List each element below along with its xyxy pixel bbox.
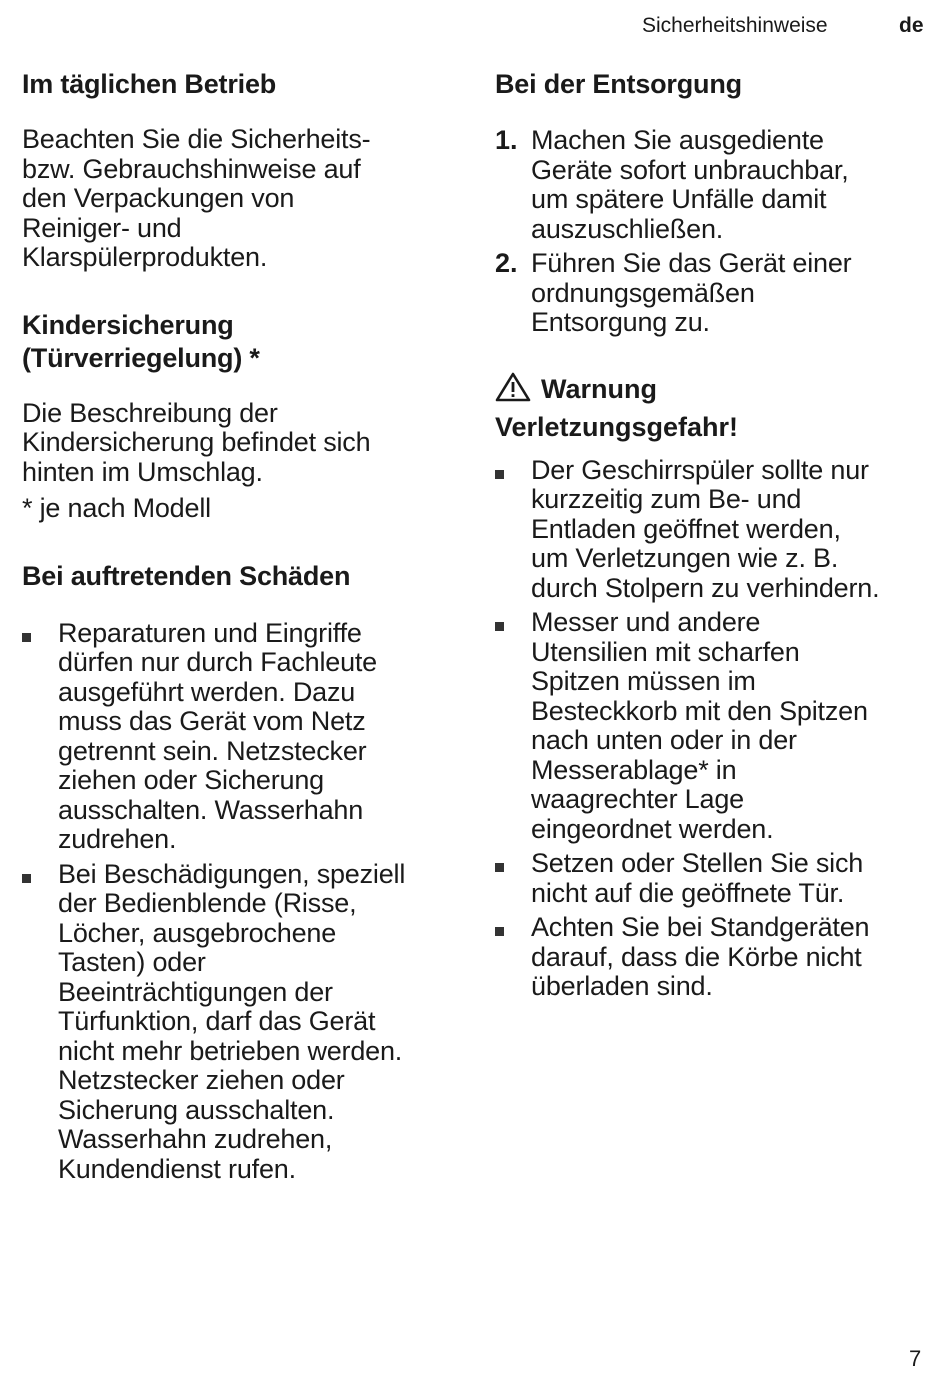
heading-child-lock <box>22 309 462 375</box>
text-line: eingeordnet werden. <box>531 813 774 844</box>
disposal-steps <box>495 126 935 338</box>
text-line: darauf, dass die Körbe nicht <box>531 941 862 972</box>
text-line: getrennt sein. Netzstecker <box>58 735 367 766</box>
warning-heading <box>495 372 935 410</box>
text-line: nicht mehr betrieben werden. <box>58 1035 403 1066</box>
text-line: Machen Sie ausgediente <box>531 125 824 155</box>
text-line: Messerablage* in <box>531 754 737 785</box>
text-line: Wasserhahn zudrehen, <box>58 1124 333 1154</box>
text-line: Beachten Sie die Sicherheits- <box>22 124 371 154</box>
text-line: Achten Sie bei Standgeräten <box>531 912 870 942</box>
text-line: Netzstecker ziehen oder <box>58 1065 345 1095</box>
damage-list <box>22 619 462 1185</box>
heading-daily-operation: Im täglichen Betrieb <box>22 69 277 99</box>
text-line: durch Stolpern zu verhindern. <box>531 572 880 603</box>
model-note: * je nach Modell <box>22 493 211 523</box>
warning-list <box>495 456 935 1002</box>
square-bullet-icon <box>495 470 504 479</box>
list-item <box>22 860 462 1185</box>
heading-line: (Türverriegelung) * <box>22 342 260 373</box>
text-line: hinten im Umschlag. <box>22 456 263 487</box>
text-line: zudrehen. <box>58 824 177 854</box>
list-item <box>495 849 935 908</box>
step-number: 2. <box>495 248 518 278</box>
text-line: Türfunktion, darf das Gerät <box>58 1006 376 1036</box>
text-line: Besteckkorb mit den Spitzen <box>531 695 868 726</box>
text-line: ausschalten. Wasserhahn <box>58 794 364 825</box>
text-line: ziehen oder Sicherung <box>58 765 324 795</box>
text-line: Kindersicherung befindet sich <box>22 427 371 457</box>
text-line: Kundendienst rufen. <box>58 1153 296 1184</box>
text-line: Geräte sofort unbrauchbar, <box>531 154 849 185</box>
text-line: ausgeführt werden. Dazu <box>58 676 356 707</box>
text-line: Der Geschirrspüler sollte nur <box>531 454 869 485</box>
text-line: Reparaturen und Eingriffe <box>58 617 362 648</box>
list-item <box>495 456 935 604</box>
text-line: Spitzen müssen im <box>531 666 756 696</box>
text-line: Tasten) oder <box>58 947 206 977</box>
text-line: Die Beschreibung der <box>22 397 278 428</box>
text-line: auszuschließen. <box>531 213 724 244</box>
text-line: bzw. Gebrauchshinweise auf <box>22 153 361 184</box>
text-line: um spätere Unfälle damit <box>531 184 827 214</box>
list-item <box>495 608 935 844</box>
text-line: überladen sind. <box>531 971 713 1001</box>
text-line: nicht auf die geöffnete Tür. <box>531 877 845 908</box>
text-line: kurzzeitig zum Be- und <box>531 484 802 514</box>
text-line: Setzen oder Stellen Sie sich <box>531 848 864 878</box>
page-number: 7 <box>909 1346 922 1371</box>
square-bullet-icon <box>22 633 31 642</box>
text-line: waagrechter Lage <box>531 784 744 814</box>
text-line: Beeinträchtigungen der <box>58 976 333 1007</box>
square-bullet-icon <box>495 927 504 936</box>
heading-line: Kindersicherung <box>22 309 234 340</box>
paragraph-child-lock <box>22 399 462 488</box>
step-number: 1. <box>495 125 518 155</box>
square-bullet-icon <box>495 863 504 872</box>
header-section: Sicherheitshinweise <box>642 14 828 37</box>
list-item <box>22 619 462 855</box>
text-line: Führen Sie das Gerät einer <box>531 248 852 278</box>
warning-subtitle: Verletzungsgefahr! <box>495 411 739 442</box>
text-line: Klarspülerprodukten. <box>22 242 268 272</box>
text-line: Utensilien mit scharfen <box>531 636 800 667</box>
text-line: Entsorgung zu. <box>531 307 710 337</box>
list-item <box>495 249 935 338</box>
text-line: um Verletzungen wie z. B. <box>531 543 839 573</box>
square-bullet-icon <box>495 622 504 631</box>
header-language: de <box>899 14 924 37</box>
text-line: den Verpackungen von <box>22 183 295 213</box>
text-line: der Bedienblende (Risse, <box>58 888 357 918</box>
text-line: Entladen geöffnet werden, <box>531 513 841 544</box>
left-column <box>22 68 462 1184</box>
text-line: Sicherung ausschalten. <box>58 1094 335 1125</box>
text-line: Messer und andere <box>531 607 761 637</box>
square-bullet-icon <box>22 874 31 883</box>
text-line: nach unten oder in der <box>531 725 797 755</box>
text-line: Reiniger- und <box>22 212 182 243</box>
paragraph-daily-operation <box>22 125 462 273</box>
warning-label: Warnung <box>541 373 657 404</box>
right-column <box>495 68 935 1002</box>
text-line: ordnungsgemäßen <box>531 277 755 308</box>
text-line: muss das Gerät vom Netz <box>58 706 366 736</box>
heading-disposal: Bei der Entsorgung <box>495 69 742 99</box>
text-line: Bei Beschädigungen, speziell <box>58 858 406 889</box>
heading-damages: Bei auftretenden Schäden <box>22 560 351 591</box>
list-item <box>495 126 935 244</box>
list-item <box>495 913 935 1002</box>
text-line: dürfen nur durch Fachleute <box>58 647 377 677</box>
text-line: Löcher, ausgebrochene <box>58 917 337 948</box>
warning-triangle-icon <box>495 372 531 410</box>
